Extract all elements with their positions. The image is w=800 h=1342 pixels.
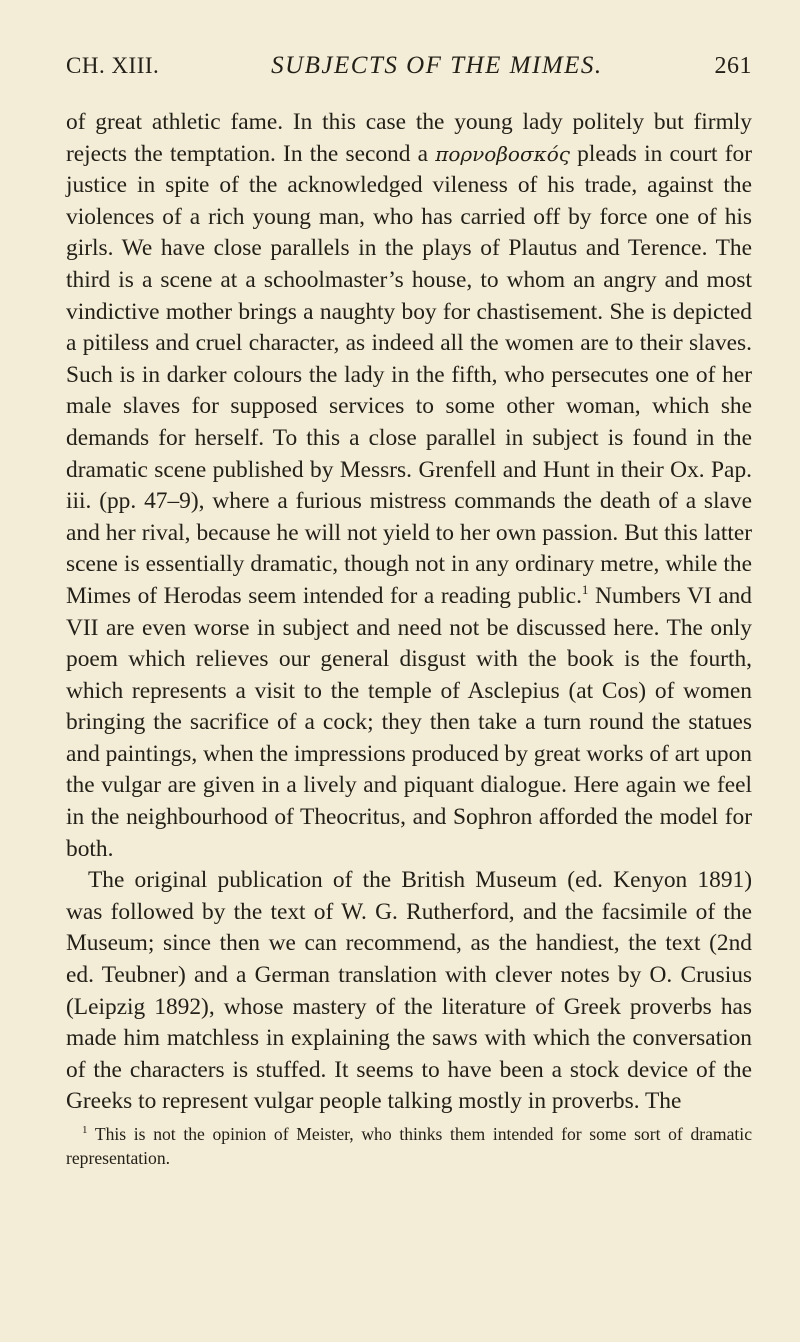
- page-number: 261: [714, 53, 752, 79]
- footnote: [66, 1122, 752, 1170]
- book-page: [66, 52, 752, 1170]
- footnote-text: This is not the opinion of Meister, who thinks them intended for some sort of dramatic representation.: [66, 1124, 752, 1168]
- greek-word: πορνοβοσκός: [435, 141, 570, 166]
- paragraph-2: The original publication of the British Museum (ed. Kenyon 1891) was followed by the text of W. G. Rutherford, and the facsimile of the Museum; since then we can recommend, as the handiest, the text (2nd ed. Teubner) and a German translation with clever notes by O. Crusius (Leipzig 1892), whose mastery of the literature of Greek proverbs has made him matchless in explaining the saws with which the conversation of the characters is stuffed. It seems to have been a stock device of the Greeks to represent vulgar people talking mostly in proverbs. The: [66, 867, 752, 1115]
- footnote-marker: 1: [82, 1124, 88, 1137]
- footnote-reference: 1: [581, 582, 589, 598]
- paragraph-continued: [66, 107, 752, 865]
- chapter-label: CH. XIII.: [66, 53, 160, 78]
- running-head: [66, 52, 752, 92]
- paragraph-1-part-c: Numbers VI and VII are even worse in subject and need not be discussed here. The only poem which relieves our general disgust with the book is the fourth, which represents a visit to the temple of Asclepius (at Cos) of women bringing the sacrifice of a cock; they then take a turn round the statues and paintings, when the impressions produced by great works of art upon the vulgar are given in a lively and piquant dialogue. Here again we feel in the neighbourhood of Theocritus, and Sophron afforded the model for both.: [66, 582, 753, 862]
- paragraph-1-part-a: of great athletic fame. In this case the young lady politely but firmly rejects the temptation. In the second a: [66, 109, 752, 167]
- paragraph-1-part-b: pleads in court for justice in spite of the acknowledged vileness of his trade, against the violences of a rich young man, who has carried off by force one of his girls. We have close parallels in the plays of Plautus and Terence. The third is a scene at a schoolmaster’s house, to whom an angry and most vindictive mother brings a naughty boy for chastisement. She is depicted a pitiless and cruel character, as indeed all the women are to their slaves. Such is in darker colours the lady in the fifth, who persecutes one of her male slaves for supposed services to some other woman, which she demands for herself. To this a close parallel in subject is found in the dramatic scene published by Messrs. Grenfell and Hunt in their Ox. Pap. iii. (pp. 47–9), where a furious mistress commands the death of a slave and her rival, because he will not yield to her own passion. But this latter scene is essentially dramatic, though not in any ordinary metre, while the Mimes of Herodas seem intended for a reading public.: [66, 140, 752, 609]
- body-text: [66, 107, 752, 1118]
- running-title: SUBJECTS OF THE MIMES.: [271, 52, 603, 79]
